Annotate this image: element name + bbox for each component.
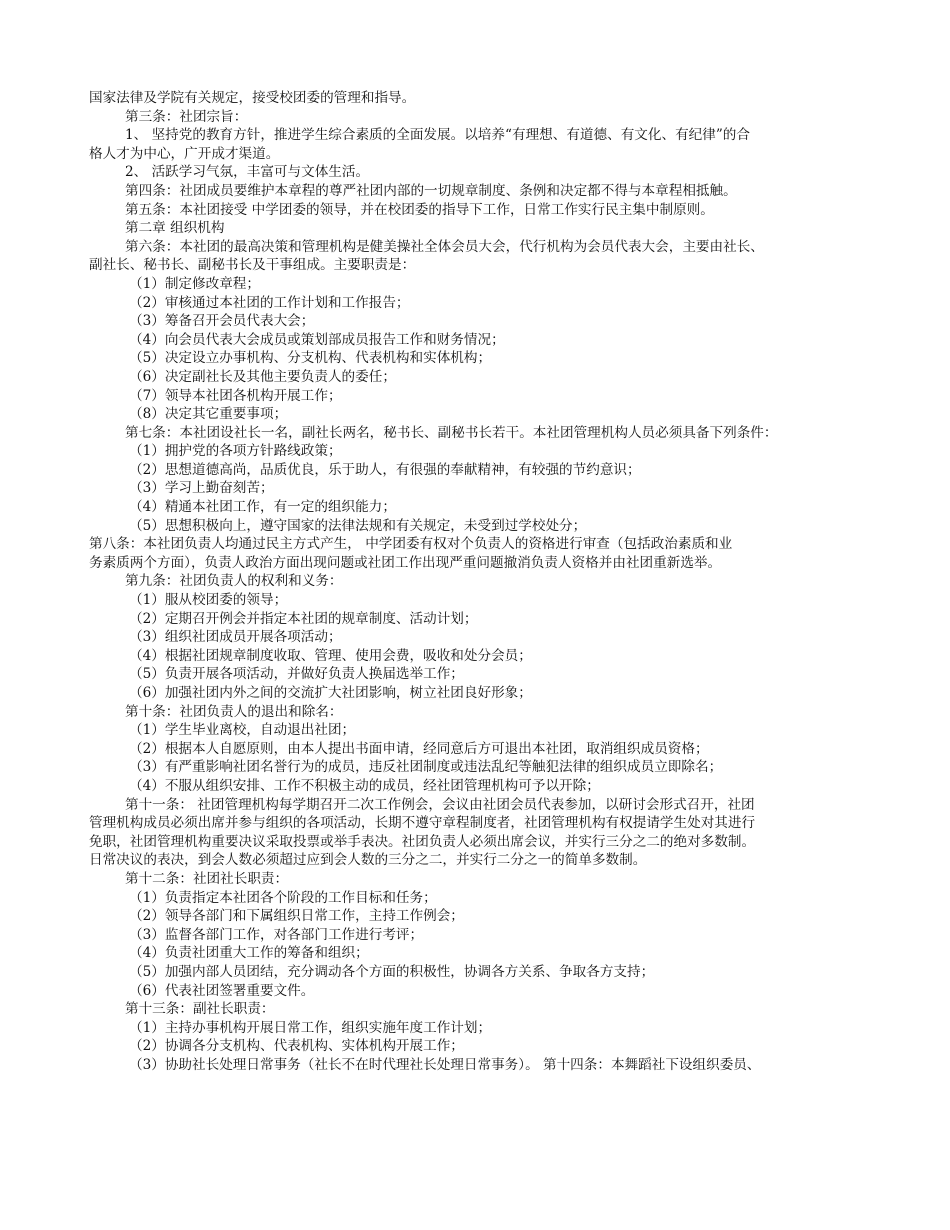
- text-line: 副社长、秘书长、副秘书长及干事组成。主要职责是：: [89, 257, 416, 274]
- text-line: 第十条：社团负责人的退出和除名：: [125, 703, 343, 720]
- text-line: （1）服从校团委的领导；: [129, 592, 288, 609]
- text-line: （5）决定设立办事机构、分支机构、代表机构和实体机构；: [129, 350, 492, 367]
- text-line: （3）协助社长处理日常事务（社长不在时代理社长处理日常事务）。 第十四条：本舞蹈社下设组织委员、: [129, 1056, 761, 1073]
- text-line: （6）代表社团签署重要文件。: [129, 982, 315, 999]
- text-line: （2）审核通过本社团的工作计划和工作报告；: [129, 294, 410, 311]
- text-line: 格人才为中心，广开成才渠道。: [89, 145, 280, 162]
- text-line: （2）思想道德高尚，品质优良，乐于助人，有很强的奉献精神，有较强的节约意识；: [129, 461, 641, 478]
- text-line: （1）负责指定本社团各个阶段的工作目标和任务；: [129, 889, 437, 906]
- text-line: （2）协调各分支机构、代表机构、实体机构开展工作；: [129, 1038, 464, 1055]
- text-line: （1）主持办事机构开展日常工作，组织实施年度工作计划；: [129, 1019, 492, 1036]
- text-line: 第十一条： 社团管理机构每学期召开二次工作例会，会议由社团会员代表参加，以研讨会形式召开，社团: [125, 796, 755, 813]
- text-line: （2）领导各部门和下属组织日常工作，主持工作例会；: [129, 908, 464, 925]
- text-line: （4）向会员代表大会成员或策划部成员报告工作和财务情况；: [129, 331, 505, 348]
- document-page: [89, 89, 869, 1074]
- text-line: （6）加强社团内外之间的交流扩大社团影响，树立社团良好形象；: [129, 685, 532, 701]
- text-line: （5）负责开展各项活动，并做好负责人换届选举工作；: [129, 666, 464, 683]
- text-line: （5）思想积极向上，遵守国家的法律法规和有关规定，未受到过学校处分；: [129, 517, 587, 534]
- text-line: （3）监督各部门工作，对各部门工作进行考评；: [129, 926, 424, 943]
- text-line: （1）学生毕业离校，自动退出社团；: [129, 722, 356, 739]
- text-line: （3）有严重影响社团名誉行为的成员，违反社团制度或违法乱纪等触犯法律的组织成员立即除名；: [129, 759, 723, 776]
- text-line: 第三条：社团宗旨：: [125, 108, 248, 125]
- text-line: 1、 坚持党的教育方针，推进学生综合素质的全面发展。以培养“有理想、有道德、有文化、有纪律”的合: [125, 127, 750, 144]
- text-line: 2、 活跃学习气氛，丰富可与文体生活。: [125, 164, 370, 181]
- text-line: 第十二条：社团社长职责：: [125, 870, 289, 887]
- text-line: （6）决定副社长及其他主要负责人的委任；: [129, 368, 396, 385]
- text-line: （3）筹备召开会员代表大会；: [129, 313, 315, 330]
- text-line: （3）学习上勤奋刻苦；: [129, 480, 274, 497]
- text-line: 第四条：社团成员要维护本章程的尊严社团内部的一切规章制度、条例和决定都不得与本章程相抵触。: [125, 182, 737, 199]
- text-line: （4）负责社团重大工作的筹备和组织；: [129, 945, 369, 962]
- text-line: 日常决议的表决，到会人数必须超过应到会人数的三分之二，并实行二分之一的简单多数制。: [89, 852, 647, 869]
- text-line: （2）根据本人自愿原则，由本人提出书面申请，经同意后方可退出本社团，取消组织成员资格；: [129, 740, 709, 757]
- text-line: （1）拥护党的各项方针路线政策；: [129, 443, 342, 460]
- text-line: （4）精通本社团工作，有一定的组织能力；: [129, 499, 396, 516]
- text-line: 第七条：本社团设社长一名，副社长两名，秘书长、副秘书长若干。本社团管理机构人员必须具备下列条件：: [125, 424, 778, 441]
- text-line: （4）不服从组织安排、工作不积极主动的成员，经社团管理机构可予以开除；: [129, 777, 600, 794]
- text-line: 国家法律及学院有关规定，接受校团委的管理和指导。: [89, 90, 416, 106]
- text-line: （2）定期召开例会并指定本社团的规章制度、活动计划；: [129, 610, 478, 627]
- text-line: 第二章 组织机构: [125, 220, 225, 237]
- text-line: 免职，社团管理机构重要决议采取投票或举手表决。社团负责人必须出席会议，并实行三分之二的绝对多数制。: [89, 833, 756, 850]
- text-line: （5）加强内部人员团结，充分调动各个方面的积极性，协调各方关系、争取各方支持；: [129, 963, 655, 980]
- text-line: 第五条：本社团接受 中学团委的领导，并在校团委的指导下工作，日常工作实行民主集中制原则。: [125, 201, 714, 218]
- text-line: （1）制定修改章程；: [129, 275, 260, 292]
- text-line: 务素质两个方面），负责人政治方面出现问题或社团工作出现严重问题撤消负责人资格并由社团重新选举。: [89, 554, 722, 571]
- text-line: 第八条：本社团负责人均通过民主方式产生， 中学团委有权对个负责人的资格进行审查（包括政治素质和业: [89, 536, 733, 553]
- text-line: 第九条：社团负责人的权利和义务：: [125, 573, 343, 590]
- text-line: （4）根据社团规章制度收取、管理、使用会费，吸收和处分会员；: [129, 647, 532, 664]
- text-line: （8）决定其它重要事项；: [129, 406, 288, 423]
- text-line: 第十三条：副社长职责：: [125, 1001, 275, 1018]
- text-line: （7）领导本社团各机构开展工作；: [129, 387, 342, 404]
- text-line: 管理机构成员必须出席并参与组织的各项活动，长期不遵守章程制度者，社团管理机构有权提请学生处对其进行: [89, 815, 756, 832]
- text-line: （3）组织社团成员开展各项活动；: [129, 629, 342, 646]
- text-line: 第六条：本社团的最高决策和管理机构是健美操社全体会员大会，代行机构为会员代表大会，主要由社长、: [125, 238, 764, 255]
